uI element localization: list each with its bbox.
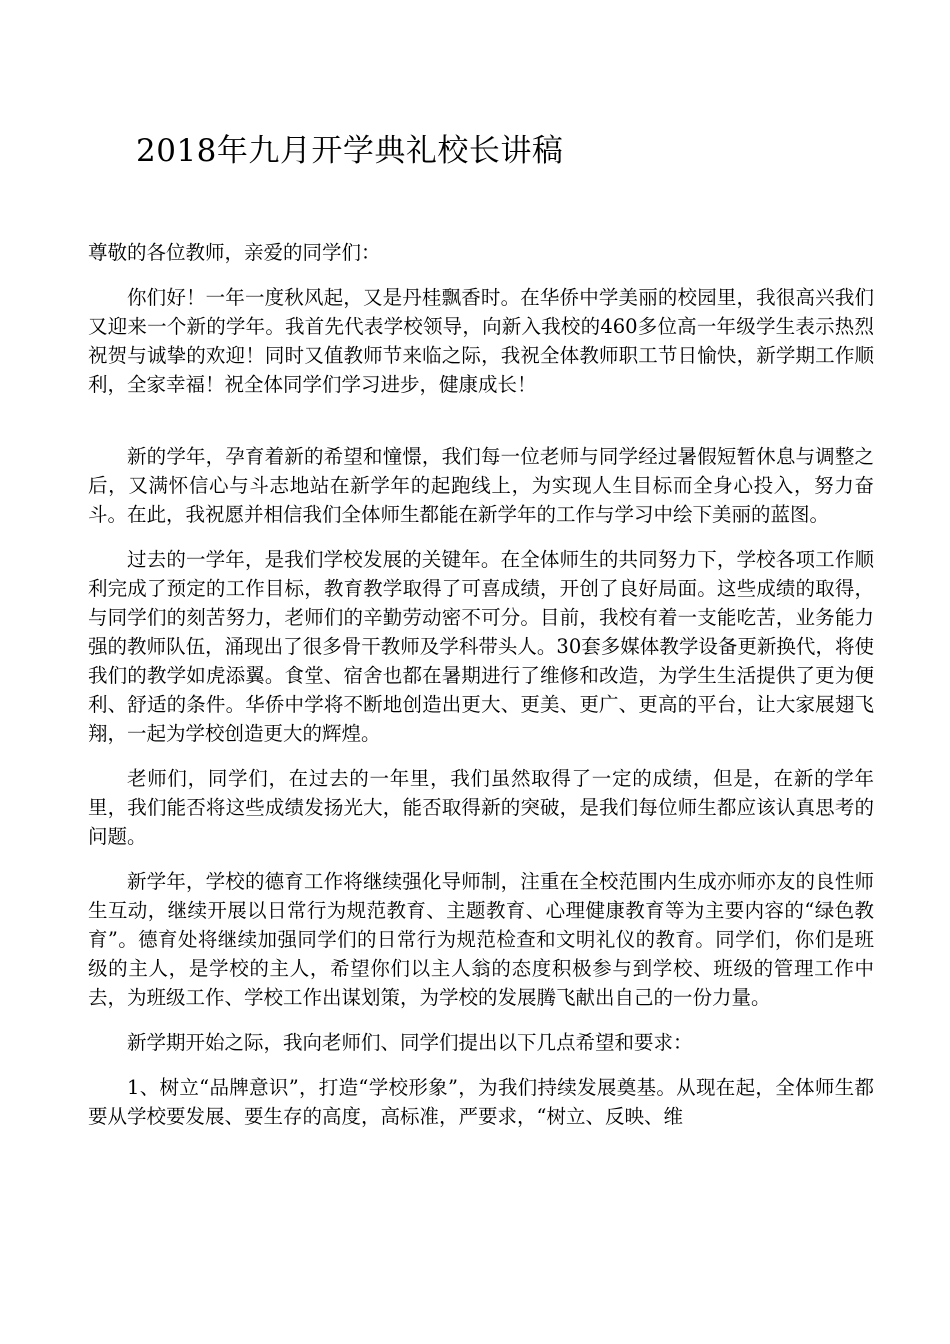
paragraph-welcome: 你们好！一年一度秋风起，又是丹桂飘香时。在华侨中学美丽的校园里，我很高兴我们又迎来一个新的学年。我首先代表学校领导，向新入我校的460多位高一年级学生表示热烈祝贺与诚挚的欢迎！同时又值教师节来临之际，我祝全体教师职工节日愉快，新学期工作顺利，全家幸福！祝全体同学们学习进步，健康成长！ <box>88 286 874 396</box>
paragraph-past-year: 过去的一学年，是我们学校发展的关键年。在全体师生的共同努力下，学校各项工作顺利完成了预定的工作目标，教育教学取得了可喜成绩，开创了良好局面。这些成绩的取得，与同学们的刻苦努力，老师们的辛勤劳动密不可分。目前，我校有着一支能吃苦，业务能力强的教师队伍，涌现出了很多骨干教师及学科带头人。30套多媒体教学设备更新换代，将使我们的教学如虎添翼。食堂、宿舍也都在暑期进行了维修和改造，为学生生活提供了更为便利、舒适的条件。华侨中学将不断地创造出更大、更美、更广、更高的平台，让大家展翅飞翔，一起为学校创造更大的辉煌。 <box>88 548 874 745</box>
document-body <box>88 238 874 1131</box>
paragraph-requirements-intro: 新学期开始之际，我向老师们、同学们提出以下几点希望和要求： <box>127 1031 693 1054</box>
paragraph-requirement-1: 1、树立“品牌意识”，打造“学校形象”，为我们持续发展奠基。从现在起，全体师生都要从学校要发展、要生存的高度，高标准，严要求，“树立、反映、维 <box>88 1076 874 1128</box>
paragraph-reflection: 老师们，同学们，在过去的一年里，我们虽然取得了一定的成绩，但是，在新的学年里，我们能否将这些成绩发扬光大，能否取得新的突破，是我们每位师生都应该认真思考的问题。 <box>88 767 874 848</box>
paragraph-moral-education: 新学年，学校的德育工作将继续强化导师制，注重在全校范围内生成亦师亦友的良性师生互动，继续开展以日常行为规范教育、主题教育、心理健康教育等为主要内容的“绿色教育”。德育处将继续加强同学们的日常行为规范检查和文明礼仪的教育。同学们，你们是班级的主人，是学校的主人，希望你们以主人翁的态度积极参与到学校、班级的管理工作中去，为班级工作、学校工作出谋划策，为学校的发展腾飞献出自己的一份力量。 <box>88 870 874 1009</box>
paragraph-new-year: 新的学年，孕育着新的希望和憧憬，我们每一位老师与同学经过暑假短暂休息与调整之后，又满怀信心与斗志地站在新学年的起跑线上，为实现人生目标而全身心投入，努力奋斗。在此，我祝愿并相信我们全体师生都能在新学年的工作与学习中绘下美丽的蓝图。 <box>88 445 874 526</box>
greeting: 尊敬的各位教师，亲爱的同学们： <box>88 241 381 264</box>
document-title: 2018年九月开学典礼校长讲稿 <box>136 133 564 169</box>
